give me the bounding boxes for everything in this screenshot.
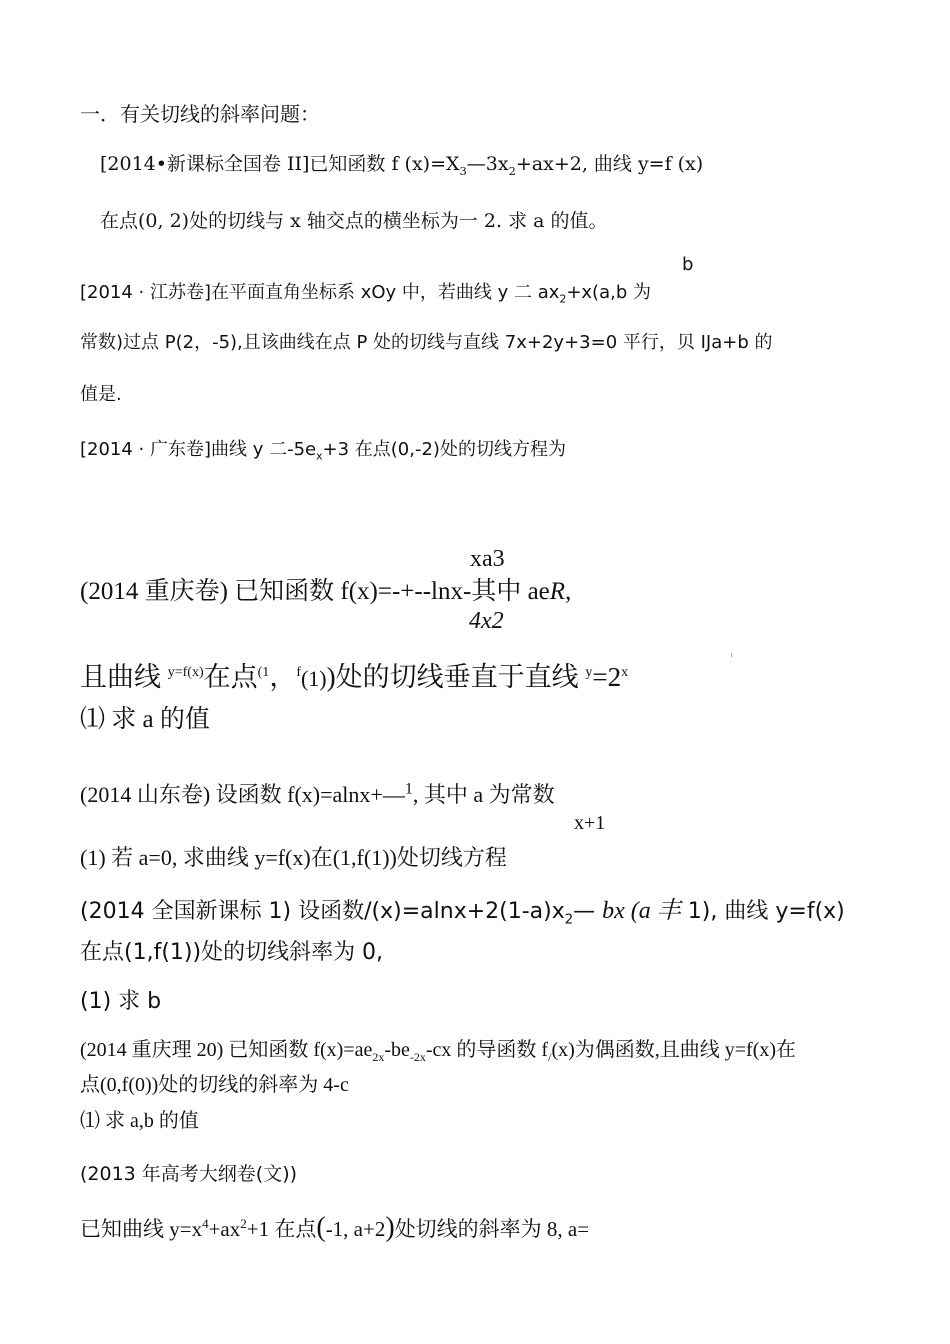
p8-paren-right: ) — [385, 1212, 395, 1243]
p2-sub: 2 — [559, 292, 567, 306]
p4-sup-3: f — [296, 665, 301, 680]
p4-tiny-mark: 1 — [730, 653, 733, 659]
problem-1-line-1 — [100, 153, 704, 178]
problem-2-line-3: 值是. — [80, 384, 122, 405]
p5-text-b: , 其中 a 为常数 — [412, 782, 555, 807]
p2-fraction-numerator: b — [682, 254, 694, 275]
p4-text-g: =2 — [592, 662, 622, 692]
p1-text-c: +ax+2, 曲线 y=f (x) — [515, 153, 704, 175]
p7-sub-2: -2x — [409, 1050, 426, 1064]
problem-8-line-2 — [80, 1214, 589, 1242]
p8-sup-2: 2 — [240, 1216, 247, 1231]
problem-7-line-3: ⑴ 求 a,b 的值 — [80, 1110, 199, 1132]
p8-text-b: +ax — [208, 1217, 241, 1241]
p2-text-a: [2014 · 江苏卷]在平面直角坐标系 xOy 中，若曲线 y 二 ax — [80, 282, 560, 303]
problem-8-line-1: (2013 年高考大纲卷(文)) — [80, 1163, 298, 1185]
p8-sup-1: 4 — [202, 1216, 209, 1231]
problem-4-line-2 — [80, 664, 628, 691]
problem-6-line-1 — [80, 898, 845, 928]
p6-text-c: 1), 曲线 y=f(x) — [680, 899, 845, 924]
problem-6-line-2: 在点(1,f(1))处的切线斜率为 0, — [80, 940, 384, 965]
p7-text-d: (x)为偶函数,且曲线 y=f(x)在 — [551, 1039, 797, 1061]
problem-1-line-2: 在点(0, 2)处的切线与 x 轴交点的横坐标为一 2. 求 a 的值。 — [100, 210, 608, 232]
p3-sub: x — [316, 449, 323, 463]
p6-sub: 2 — [564, 912, 574, 928]
problem-2-line-1 — [80, 282, 651, 306]
p3-text-b: +3 在点(0,-2)处的切线方程为 — [322, 439, 566, 460]
p7-text-c: -cx 的导函数 f — [425, 1039, 549, 1061]
problem-4-line-3: ⑴ 求 a 的值 — [80, 706, 210, 733]
p8-text-c: +1 在点 — [246, 1217, 317, 1241]
p4-text-e: (1) — [300, 666, 327, 691]
p7-text-a: (2014 重庆理 20) 已知函数 f(x)=ae — [80, 1039, 373, 1061]
p5-fraction-denominator: x+1 — [574, 812, 606, 834]
p4-text-b: 且曲线 — [80, 662, 168, 692]
p6-text-a: (2014 全国新课标 1) 设函数/(x)=alnx+2(1-a)x — [80, 899, 565, 924]
p4-sup-1: y=f(x) — [167, 665, 204, 680]
p7-sub-1: 2x — [372, 1050, 385, 1064]
p1-sub-1: 3 — [459, 163, 467, 178]
p4-fraction-numerator: xa3 — [470, 546, 505, 572]
problem-2-line-2: 常数)过点 P(2，-5),且该曲线在点 P 处的切线与直线 7x+2y+3=0 平行，贝 IJa+b 的 — [80, 332, 773, 353]
problem-4-line-1 — [80, 579, 571, 604]
p3-text-a: [2014 · 广东卷]曲线 y 二-5e — [80, 439, 317, 460]
p2-text-b: +x(a,b 为 — [566, 282, 651, 303]
p4-sup-5: x — [621, 665, 629, 680]
p8-text-d: -1, a+2 — [325, 1217, 386, 1241]
p4-text-f: )处的切线垂直于直线 — [326, 662, 586, 692]
problem-6-line-3: (1) 求 b — [80, 989, 162, 1014]
p4-fraction-denominator: 4x2 — [469, 608, 504, 634]
p7-text-b: -be — [384, 1039, 410, 1061]
p4-sup-4: y — [585, 665, 593, 680]
problem-7-line-1 — [80, 1039, 797, 1064]
p8-paren-left: ( — [316, 1212, 326, 1243]
p4-sup-2: (1 — [257, 665, 270, 680]
p4-text-italic: R, — [549, 578, 572, 605]
problem-7-line-2: 点(0,f(0))处的切线的斜率为 4-c — [80, 1074, 349, 1096]
p6-text-italic: bx (a 丰 — [602, 898, 681, 924]
p8-text-e: 处切线的斜率为 8, a= — [394, 1217, 590, 1241]
p7-sub-3: / — [548, 1050, 552, 1064]
p1-text-a: [2014•新课标全国卷 II]已知函数 f (x)=X — [100, 153, 460, 175]
p4-text-c: 在点 — [203, 662, 258, 692]
p5-sup: 1 — [404, 780, 413, 798]
section-heading: 一．有关切线的斜率问题： — [80, 102, 320, 126]
problem-5-line-2: (1) 若 a=0, 求曲线 y=f(x)在(1,f(1))处切线方程 — [80, 845, 507, 870]
p5-text-a: (2014 山东卷) 设函数 f(x)=alnx+— — [80, 782, 405, 807]
p4-text-d: ， — [269, 662, 297, 692]
p1-text-b: —3x — [466, 153, 509, 175]
p8-text-a: 已知曲线 y=x — [80, 1217, 203, 1241]
problem-3-line — [80, 439, 566, 463]
p1-sub-2: 2 — [508, 163, 516, 178]
p4-text-a: (2014 重庆卷) 已知函数 f(x)=-+--lnx-其中 ae — [80, 578, 550, 605]
p6-text-b: — — [573, 899, 603, 924]
problem-5-line-1 — [80, 780, 555, 807]
